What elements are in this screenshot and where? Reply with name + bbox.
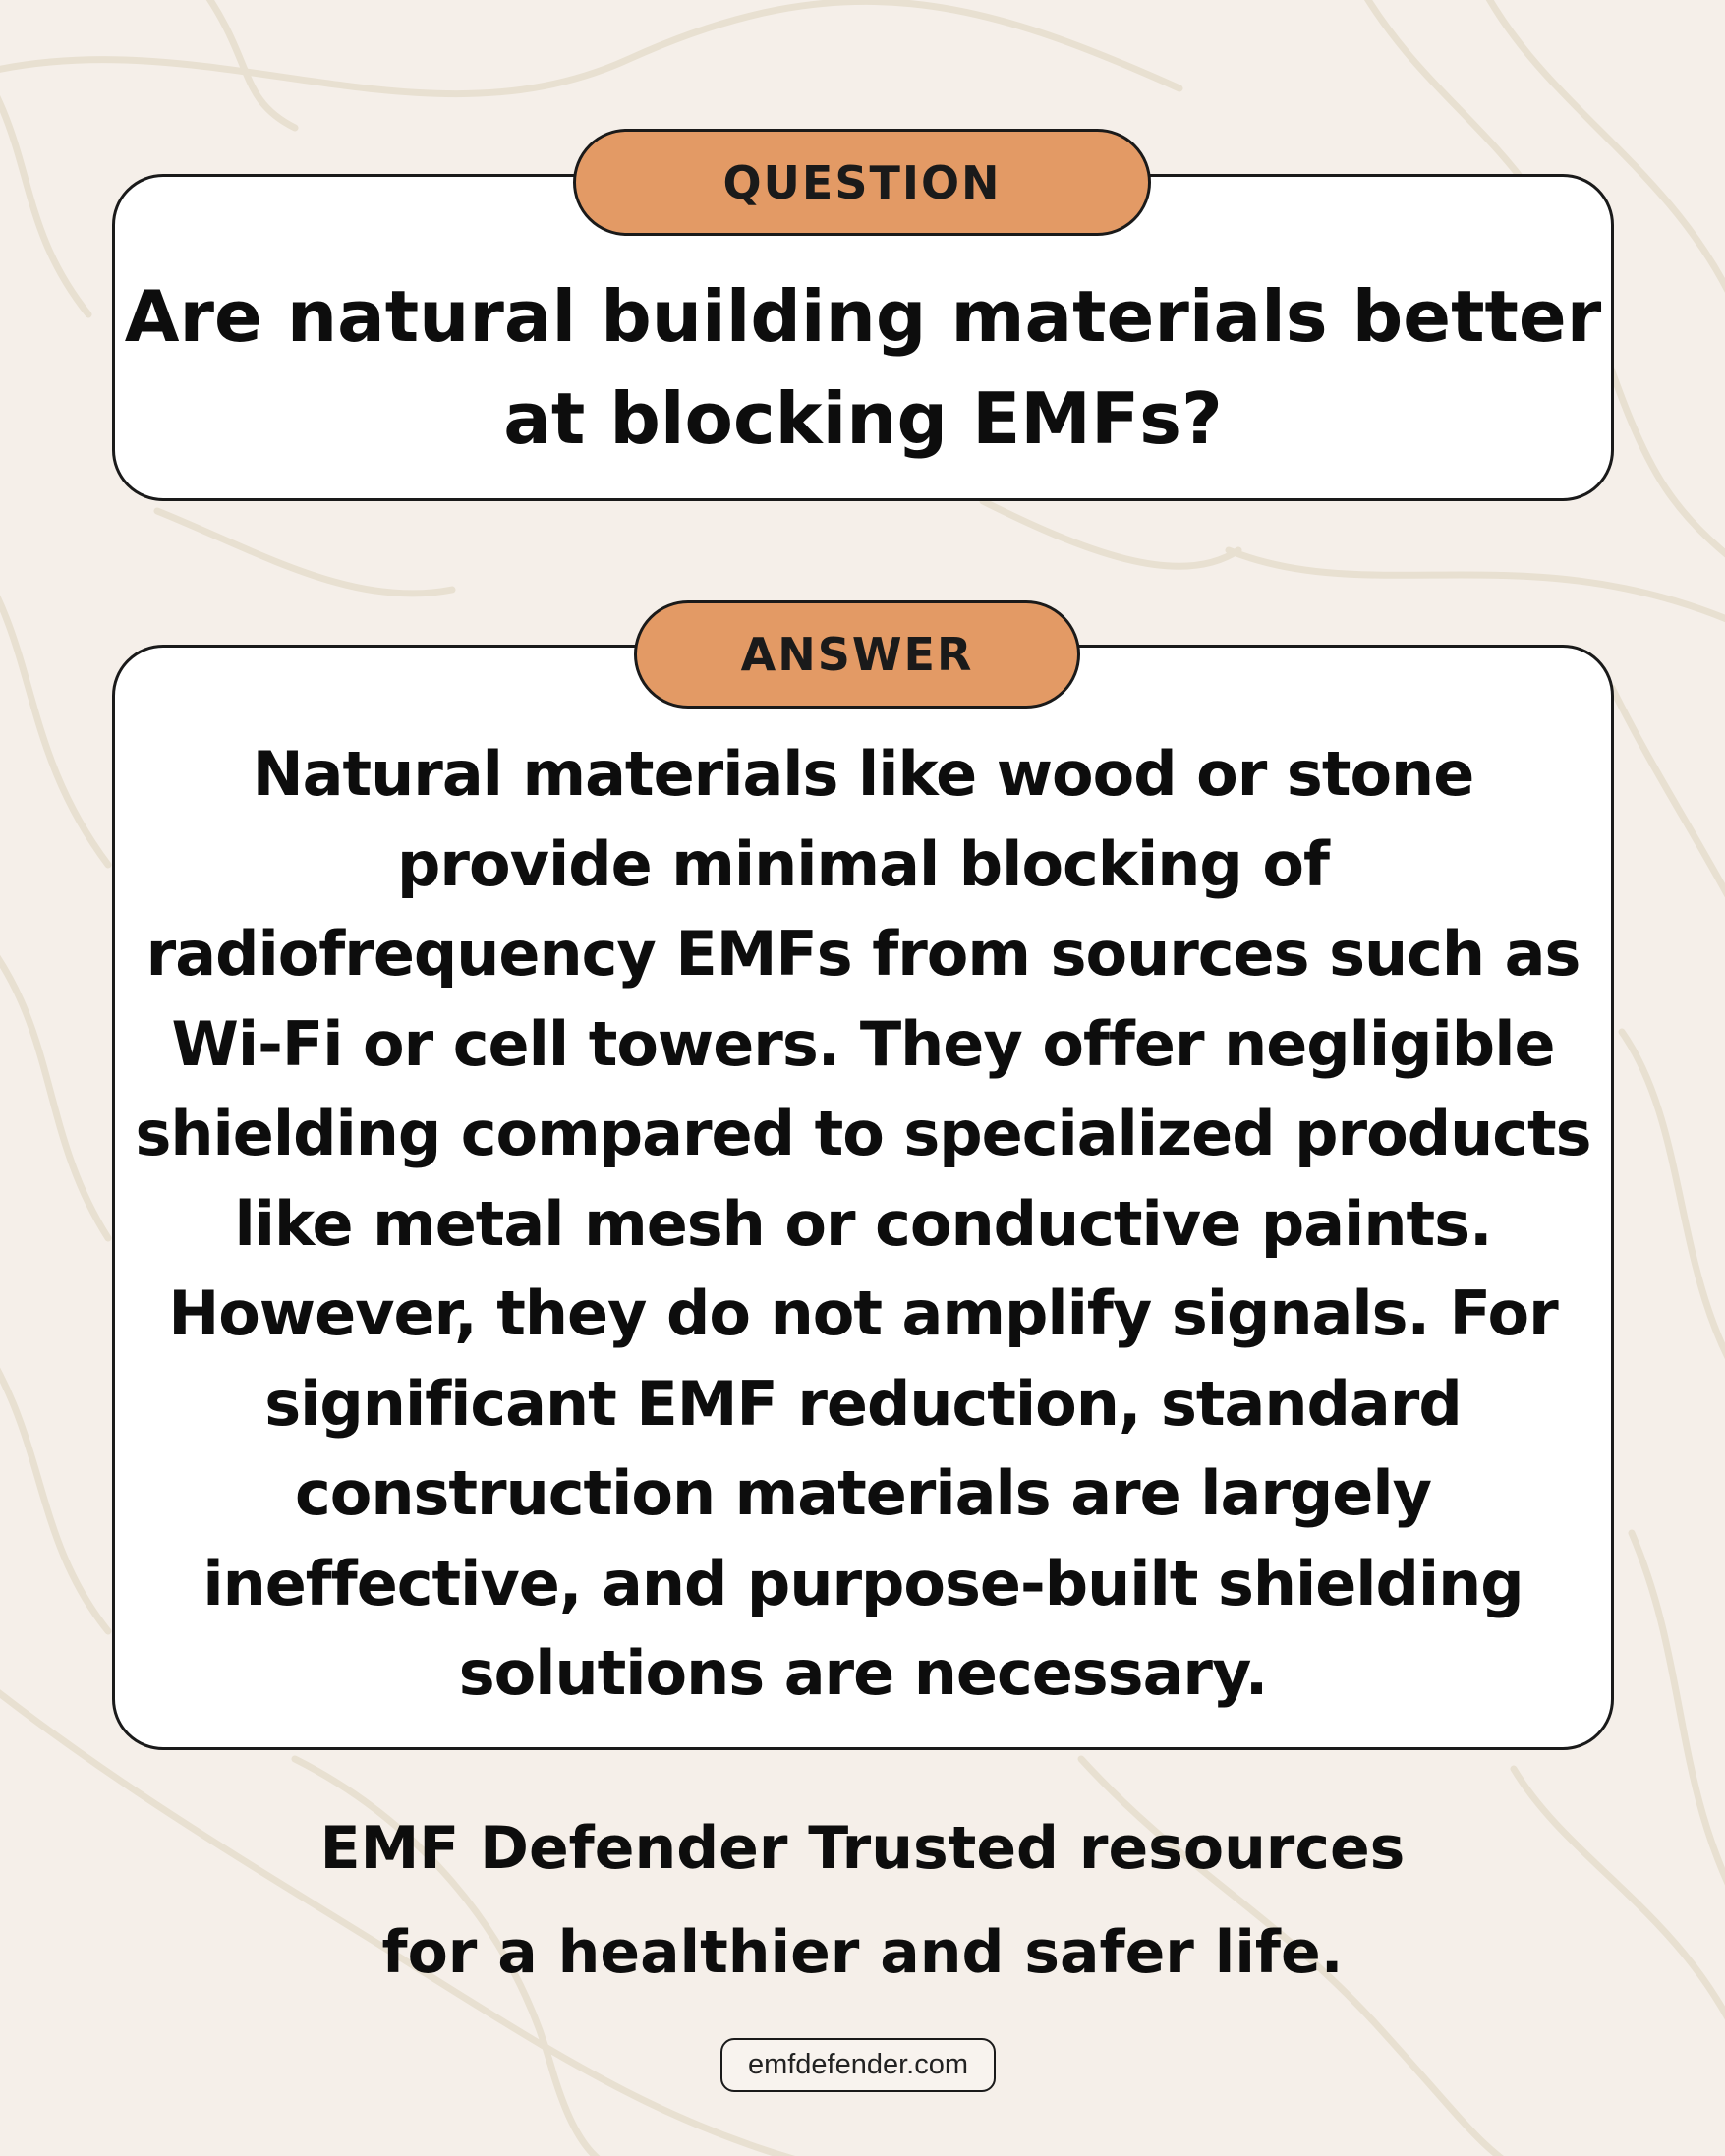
tagline-line-1: EMF Defender Trusted resources [319, 1814, 1406, 1883]
tagline [0, 1796, 1725, 2005]
question-text: Are natural building materials better at blocking EMFs? [124, 275, 1602, 460]
answer-label-badge: ANSWER [634, 600, 1080, 709]
question-label-badge: QUESTION [573, 129, 1151, 236]
tagline-line-2: for a healthier and safer life. [381, 1918, 1344, 1987]
answer-text: Natural materials like wood or stone provide minimal blocking of radiofrequency EMFs from sources such as Wi-Fi or cell towers. They offer negligible shielding compared to specialized products like metal mesh or conductive paints. However, they do not amplify signals. For significant EMF reduction, standard construction materials are largely ineffective, and purpose-built shielding solutions are necessary. [135, 738, 1591, 1709]
answer-card [112, 645, 1614, 1750]
website-link[interactable]: emfdefender.com [720, 2038, 996, 2092]
